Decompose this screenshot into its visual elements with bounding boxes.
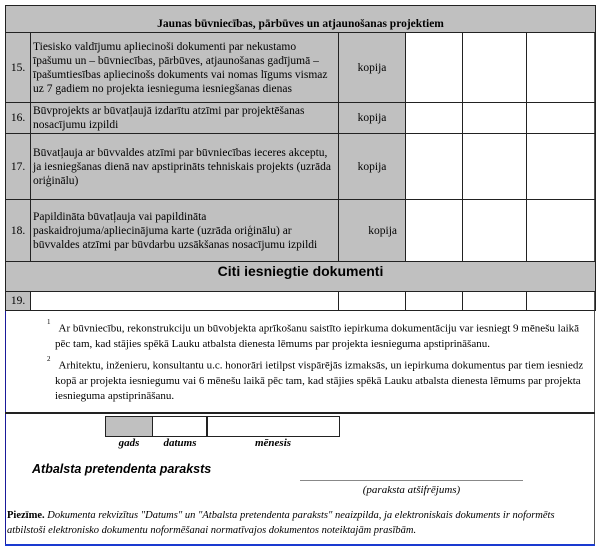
footnote-mark: 2 <box>47 355 51 363</box>
input-cell[interactable] <box>527 292 596 311</box>
input-cell[interactable] <box>31 292 339 311</box>
footnote <box>47 318 585 352</box>
day-label: datums <box>163 437 197 449</box>
input-cell[interactable] <box>527 134 596 200</box>
signature-caption: (paraksta atšifrējums) <box>362 484 461 496</box>
input-cell[interactable] <box>463 103 527 134</box>
row-description: Tiesisko valdījumu apliecinoši dokumenti par nekustamo īpašumu un – būvniecības, pārbūves, atjaunošanas gadījumā – īpašumtiesības apliecinošs dokuments vai nomas līgums vismaz uz 7 gadiem no projekta iesnieguma iesniegšanas dienas <box>31 33 339 103</box>
row-type: kopija <box>339 103 406 134</box>
input-cell[interactable] <box>406 134 463 200</box>
input-cell[interactable] <box>463 134 527 200</box>
table-row <box>6 292 596 311</box>
note-text: Dokumenta rekvizītus "Datums" un "Atbalsta pretendenta paraksts" neaizpilda, ja elektroniskais dokuments ir noformēts atbilstoši elektronisko dokumentu noformēšanai normatīvajos dokumentos noteiktajām prasībām. <box>7 510 555 536</box>
table-row <box>6 200 596 262</box>
footnote-text: Ar būvniecību, rekonstrukciju un būvobjekta aprīkošanu saistīto iepirkuma dokumentāciju var iesniegt 9 mēnešu laikā pēc tam, kad stājies spēkā Lauku atbalsta dienesta lēmums par projekta iesnieguma apstiprināšanu. <box>55 322 580 350</box>
table-row <box>6 134 596 200</box>
row-number: 15. <box>6 33 31 103</box>
row-type: kopija <box>339 33 406 103</box>
month-field[interactable] <box>206 416 340 437</box>
row-number: 19. <box>6 292 31 311</box>
footnote <box>47 355 585 404</box>
table-row <box>6 103 596 134</box>
month-label: mēnesis <box>254 437 292 449</box>
table-row <box>6 33 596 103</box>
year-field[interactable] <box>105 416 153 437</box>
documents-table <box>5 5 596 311</box>
input-cell[interactable] <box>406 200 463 262</box>
row-description: Papildināta būvatļauja vai papildināta paskaidrojuma/apliecinājuma karte (uzrāda oriģinālu) ar būvvaldes atzīmi par būvdarbu uzsākšanas nosacījumu izpildi <box>31 200 339 262</box>
input-cell[interactable] <box>527 200 596 262</box>
year-label: gads <box>118 437 140 449</box>
bottom-border <box>5 544 595 546</box>
row-type: kopija <box>339 134 406 200</box>
footnote-text: Arhitektu, inženieru, konsultantu u.c. honorāri ietilpst vispārējās izmaksās, un iepirkuma dokumentus par tiem iesniedz kopā ar projekta iesniegumu vai 6 mēnešu laikā pēc tam, kad stājies spēkā Lauku atbalsta dienesta lēmums par projekta iesnieguma apstiprināšanu. <box>55 359 584 402</box>
note <box>7 508 592 538</box>
input-cell[interactable] <box>527 103 596 134</box>
row-description: Būvatļauja ar būvvaldes atzīmi par būvniecības ieceres akceptu, ja iesniegšanas dienā nav apstiprināts tehniskais projekts (uzrāda oriģinālu) <box>31 134 339 200</box>
input-cell[interactable] <box>527 33 596 103</box>
input-cell[interactable] <box>339 292 406 311</box>
row-number: 16. <box>6 103 31 134</box>
section-title: Jaunas būvniecības, pārbūves un atjaunošanas projektiem <box>6 6 596 33</box>
section-title: Citi iesniegtie dokumenti <box>6 262 596 292</box>
input-cell[interactable] <box>406 103 463 134</box>
signature-label: Atbalsta pretendenta paraksts <box>32 462 212 476</box>
input-cell[interactable] <box>406 292 463 311</box>
row-number: 18. <box>6 200 31 262</box>
input-cell[interactable] <box>406 33 463 103</box>
day-field[interactable] <box>152 416 208 437</box>
row-type: kopija <box>339 200 406 262</box>
note-label: Piezīme. <box>7 510 45 521</box>
row-description: Būvprojekts ar būvatļaujā izdarītu atzīmi par projektēšanas nosacījumu izpildi <box>31 103 339 134</box>
input-cell[interactable] <box>463 200 527 262</box>
divider <box>5 412 595 414</box>
row-number: 17. <box>6 134 31 200</box>
input-cell[interactable] <box>463 292 527 311</box>
footnote-mark: 1 <box>47 318 51 326</box>
input-cell[interactable] <box>463 33 527 103</box>
signature-line[interactable] <box>300 480 523 481</box>
